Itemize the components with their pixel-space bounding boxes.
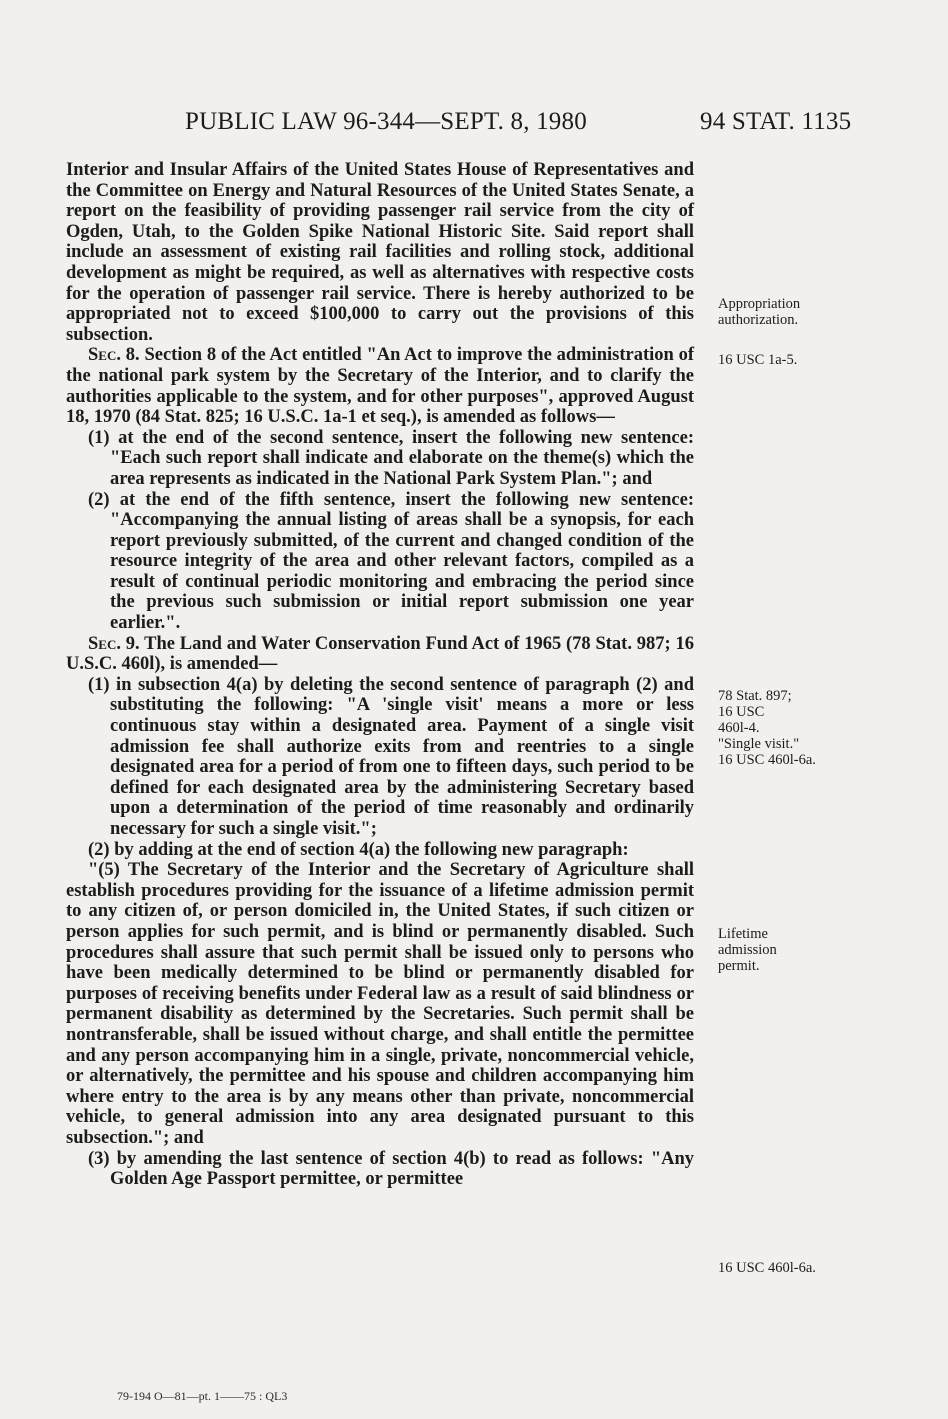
paragraph-5: "(5) The Secretary of the Interior and the Secretary of Agriculture shall establish procedures providing for the issuance of a lifetime admission permit to any citizen of, or person domiciled in, the United States, if such citizen or person applies for such permit, and is blind or permanently disabled. Such procedures shall assure that such permit shall be issued only to persons who have been medically determined to be blind or permanently disabled for purposes of receiving benefits under Federal law as a result of said blindness or permanent disability as determined by the Secretaries. Such permit shall be nontransferable, shall be issued without charge, and shall entitle the permittee and any person accompanying him in a single, private, noncommercial vehicle, or alternatively, the permittee and his spouse and children accompanying him where entry to the area is by any means other than private, noncommercial vehicle, to general admission into any area designated pursuant to this subsection."; and bbox=[66, 860, 694, 1148]
margin-note-lifetime-permit: Lifetime admission permit. bbox=[718, 926, 777, 974]
section-label: Sec. 9. bbox=[88, 633, 140, 654]
law-citation: PUBLIC LAW 96-344—SEPT. 8, 1980 bbox=[185, 108, 587, 135]
section-8-item-1: (1) at the end of the second sentence, insert the following new sentence: "Each such report shall indicate and elaborate on the theme(s) which the area represents as indicated in the National Park System Plan."; and bbox=[88, 427, 694, 489]
margin-note-appropriation: Appropriation authorization. bbox=[718, 296, 801, 328]
section-label: Sec. 8. bbox=[88, 345, 140, 366]
margin-note-78stat897: 78 Stat. 897; 16 USC 460l-4. "Single visit." 16 USC 460l-6a. bbox=[718, 688, 918, 768]
section-9-item-2: (2) by adding at the end of section 4(a) the following new paragraph: bbox=[88, 839, 629, 860]
margin-note-16usc460l6a: 16 USC 460l-6a. bbox=[718, 752, 816, 768]
paragraph-report: Interior and Insular Affairs of the United States House of Representatives and the Committee on Energy and Natural Resources of the United States Senate, a report on the feasibility of providing passenger rail service from the city of Ogden, Utah, to the Golden Spike National Historic Site. Said report shall include an assessment of existing rail facilities and rolling stock, additional development as might be required, as well as alternatives with respective costs for the operation of passenger rail service. There is hereby authorized to be appropriated not to exceed $100,000 to carry out the provisions of this subsection. bbox=[66, 160, 694, 345]
section-8-text: Section 8 of the Act entitled "An Act to improve the administration of the national park system by the Secretary of the Interior, and to clarify the authorities applicable to the system, and for other purposes", approved August 18, 1970 (84 Stat. 825; 16 U.S.C. 1a-1 et seq.), is amended as follows— bbox=[66, 345, 695, 428]
margin-note-16usc1a5: 16 USC 1a-5. bbox=[718, 352, 798, 368]
section-8 bbox=[66, 345, 694, 427]
margin-note-16usc460l6a-2: 16 USC 460l-6a. bbox=[718, 1260, 816, 1276]
margin-note-single-visit: "Single visit." bbox=[718, 736, 800, 752]
body-text bbox=[66, 160, 694, 1190]
statute-page: 94 STAT. 1135 bbox=[700, 108, 852, 135]
section-9-item-3: (3) by amending the last sentence of section 4(b) to read as follows: "Any Golden Age Passport permittee, or permittee bbox=[88, 1148, 694, 1190]
print-code-footer: 79-194 O—81—pt. 1——75 : QL3 bbox=[117, 1389, 288, 1403]
section-9-item-1: (1) in subsection 4(a) by deleting the second sentence of paragraph (2) and substituting the following: "A 'single visit' means a more or less continuous stay within a designated area. Payment of a single visit admission fee shall authorize exits from and reentries to a single designated area for a period of from one to fifteen days, such period to be defined for each designated area by the administering Secretary based upon a determination of the period of time reasonably and ordinarily necessary for such a single visit."; bbox=[88, 674, 694, 839]
section-9 bbox=[66, 634, 694, 675]
section-8-item-2: (2) at the end of the fifth sentence, insert the following new sentence: "Accompanying the annual listing of areas shall be a synopsis, for each report previously submitted, of the current and changed condition of the resource integrity of the area and other relevant factors, compiled as a result of continual periodic monitoring and embracing the period since the previous such submission or initial report submission one year earlier.". bbox=[88, 489, 694, 634]
section-9-text: The Land and Water Conservation Fund Act of 1965 (78 Stat. 987; 16 U.S.C. 460l), is amended— bbox=[66, 633, 694, 675]
page-header bbox=[0, 108, 948, 138]
